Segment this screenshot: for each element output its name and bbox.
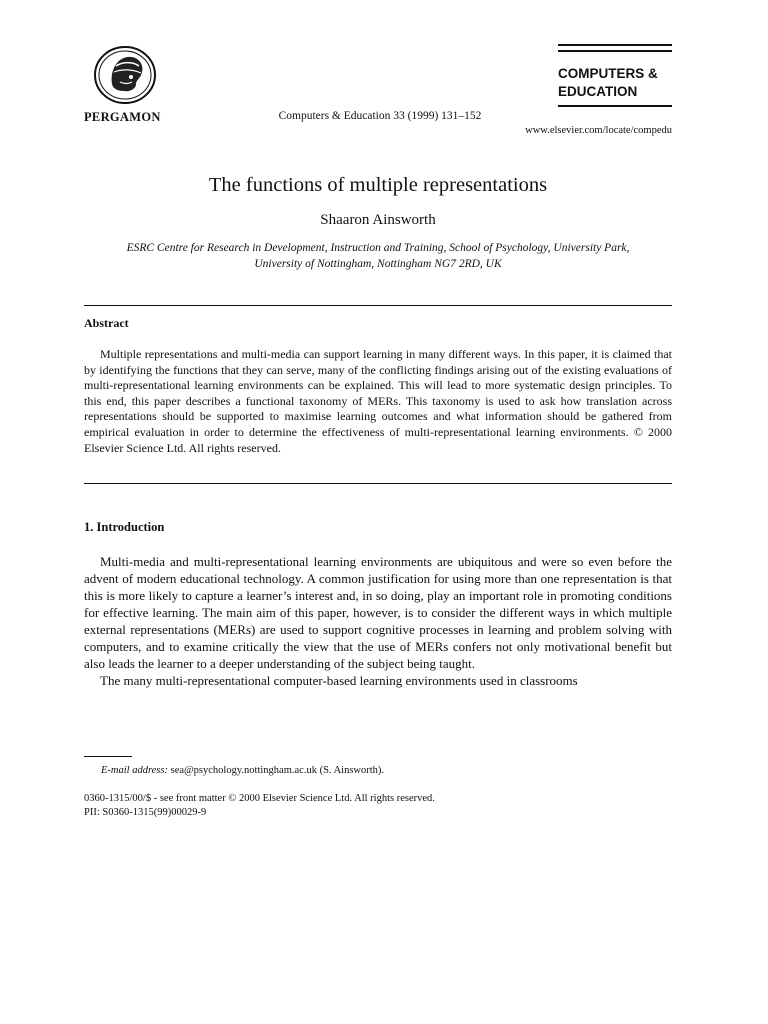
journal-brand — [558, 65, 658, 101]
author-affiliation — [84, 240, 672, 272]
article-title: The functions of multiple representations — [208, 174, 548, 196]
email-label: E-mail address: — [101, 765, 168, 776]
affiliation-line: University of Nottingham, Nottingham NG7 2RD, UK — [254, 258, 502, 270]
journal-url-link[interactable]: www.elsevier.com/locate/compedu — [525, 125, 672, 136]
publisher-logo-icon — [92, 44, 158, 106]
header-rule — [558, 105, 672, 107]
footnote-rule — [84, 756, 132, 757]
journal-citation: Computers & Education 33 (1999) 131–152 — [278, 110, 482, 122]
paragraph: Multi-media and multi-representational learning environments are ubiquitous and were so even before the advent of modern educational technology. A common justification for using more than one representation is that this is more likely to capture a learner’s interest and, in so doing, play an important role in promoting conditions for effective learning. The main aim of this paper, however, is to consider the different ways in which multiple external representations (MERs) are used to support cognitive processes in learning and problem solving with computers, and to examine critically the view that the use of MERs confers not only motivational benefit but also leads the learner to a deeper understanding of the subject being taught. — [84, 554, 672, 671]
footnote-email — [101, 765, 384, 776]
publisher-name: PERGAMON — [84, 110, 161, 124]
abstract-text: Multiple representations and multi-media can support learning in many different ways. In this paper, it is claimed that by identifying the functions that they can serve, many of the conflicting findings arising out of the existing evaluations of multi-representational learning environments can be explained. This will lead to more systematic design principles. To this end, this paper describes a functional taxonomy of MERs. This taxonomy is used to ask how translation across representations should be supported to maximise learning outcomes and what information should be gathered from empirical evaluation in order to determine the effectiveness of multi-representational learning environments. © 2000 Elsevier Science Ltd. All rights reserved. — [84, 347, 672, 455]
header-rule — [558, 44, 672, 46]
footnote-copyright — [84, 792, 435, 820]
introduction-body — [84, 553, 672, 689]
affiliation-line: ESRC Centre for Research in Development, Instruction and Training, School of Psychology, University Park, — [126, 242, 630, 254]
article-author: Shaaron Ainsworth — [320, 212, 436, 228]
journal-brand-line: EDUCATION — [558, 84, 638, 99]
section-divider — [84, 305, 672, 306]
journal-brand-line: COMPUTERS & — [558, 66, 658, 81]
abstract-heading: Abstract — [84, 316, 129, 330]
paragraph: The many multi-representational computer-based learning environments used in classrooms — [100, 673, 578, 688]
header-rule — [558, 50, 672, 52]
pii-line: PII: S0360-1315(99)00029-9 — [84, 807, 207, 818]
email-value[interactable]: sea@psychology.nottingham.ac.uk (S. Ainsworth). — [167, 765, 385, 776]
issn-line: 0360-1315/00/$ - see front matter © 2000 Elsevier Science Ltd. All rights reserved. — [84, 793, 435, 804]
section-divider — [84, 483, 672, 484]
introduction-heading: 1. Introduction — [84, 520, 165, 534]
